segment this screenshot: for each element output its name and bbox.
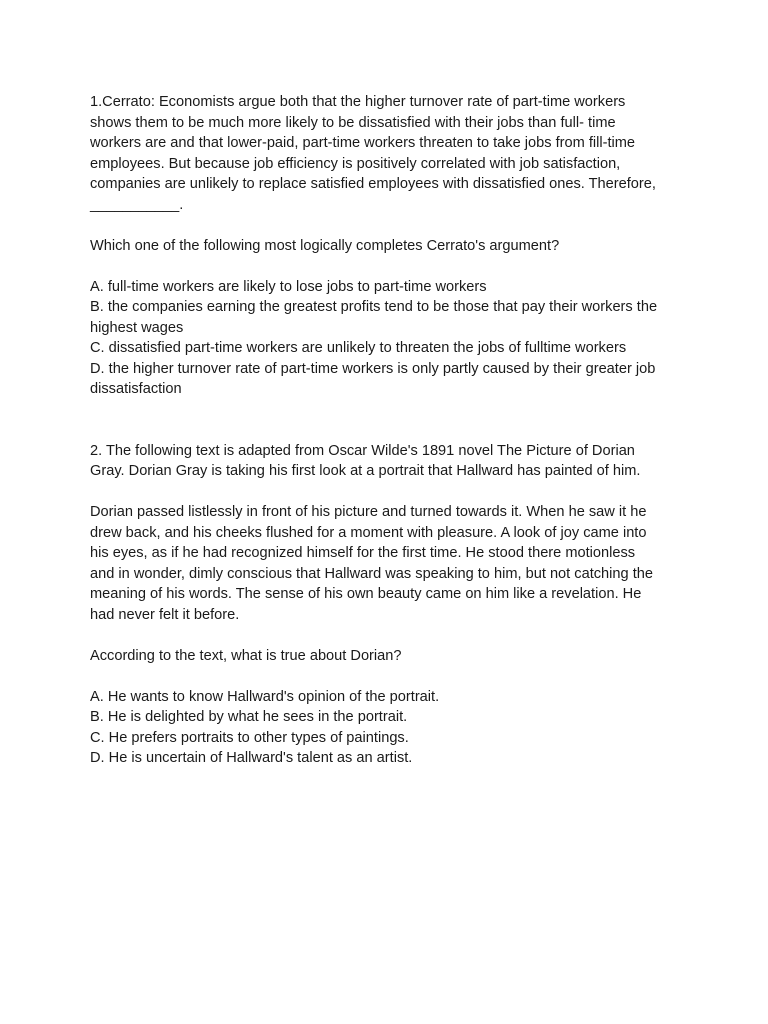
question-2-option-a: A. He wants to know Hallward's opinion of the portrait. [90, 688, 440, 705]
question-1-option-c: C. dissatisfied part-time workers are unlikely to threaten the jobs of fulltime workers [90, 340, 627, 356]
question-1-prompt: Which one of the following most logically completes Cerrato's argument? [90, 237, 560, 254]
question-2-prompt: According to the text, what is true about Dorian? [90, 647, 402, 664]
question-1-option-b: B. the companies earning the greatest profits tend to be those that pay their workers the highest wages [90, 299, 658, 336]
question-2-passage: Dorian passed listlessly in front of his picture and turned towards it. When he saw it he drew back, and his cheeks flushed for a moment with pleasure. A look of joy came into his eyes, as if he had recognized himself for the first time. He stood there motionless and in wonder, dimly conscious that Hallward was speaking to him, but not catching the meaning of his words. The sense of his own beauty came on him like a revelation. He had never felt it before. [90, 504, 653, 623]
question-1-stem: 1.Cerrato: Economists argue both that the higher turnover rate of part-time workers shows them to be much more likely to be dissatisfied with their jobs than full- time workers are and that lower-paid, part-time workers threaten to take jobs from fill-time employees. But because job efficiency is positively correlated with job satisfaction, companies are unlikely to replace satisfied employees with dissatisfied ones. Therefore, ___________. [90, 94, 656, 213]
question-2-option-b: B. He is delighted by what he sees in the portrait. [90, 709, 408, 725]
question-1 [90, 92, 690, 400]
question-1-option-a: A. full-time workers are likely to lose jobs to part-time workers [90, 278, 487, 295]
document-body [90, 92, 690, 769]
question-1-option-d: D. the higher turnover rate of part-time workers is only partly caused by their greater job dissatisfaction [90, 360, 656, 397]
question-2-stem: 2. The following text is adapted from Oscar Wilde's 1891 novel The Picture of Dorian Gray. Dorian Gray is taking his first look at a portrait that Hallward has painted of him. [90, 442, 641, 479]
question-2 [90, 441, 690, 769]
question-2-option-c: C. He prefers portraits to other types of paintings. [90, 729, 409, 746]
question-2-option-d: D. He is uncertain of Hallward's talent as an artist. [90, 750, 413, 766]
